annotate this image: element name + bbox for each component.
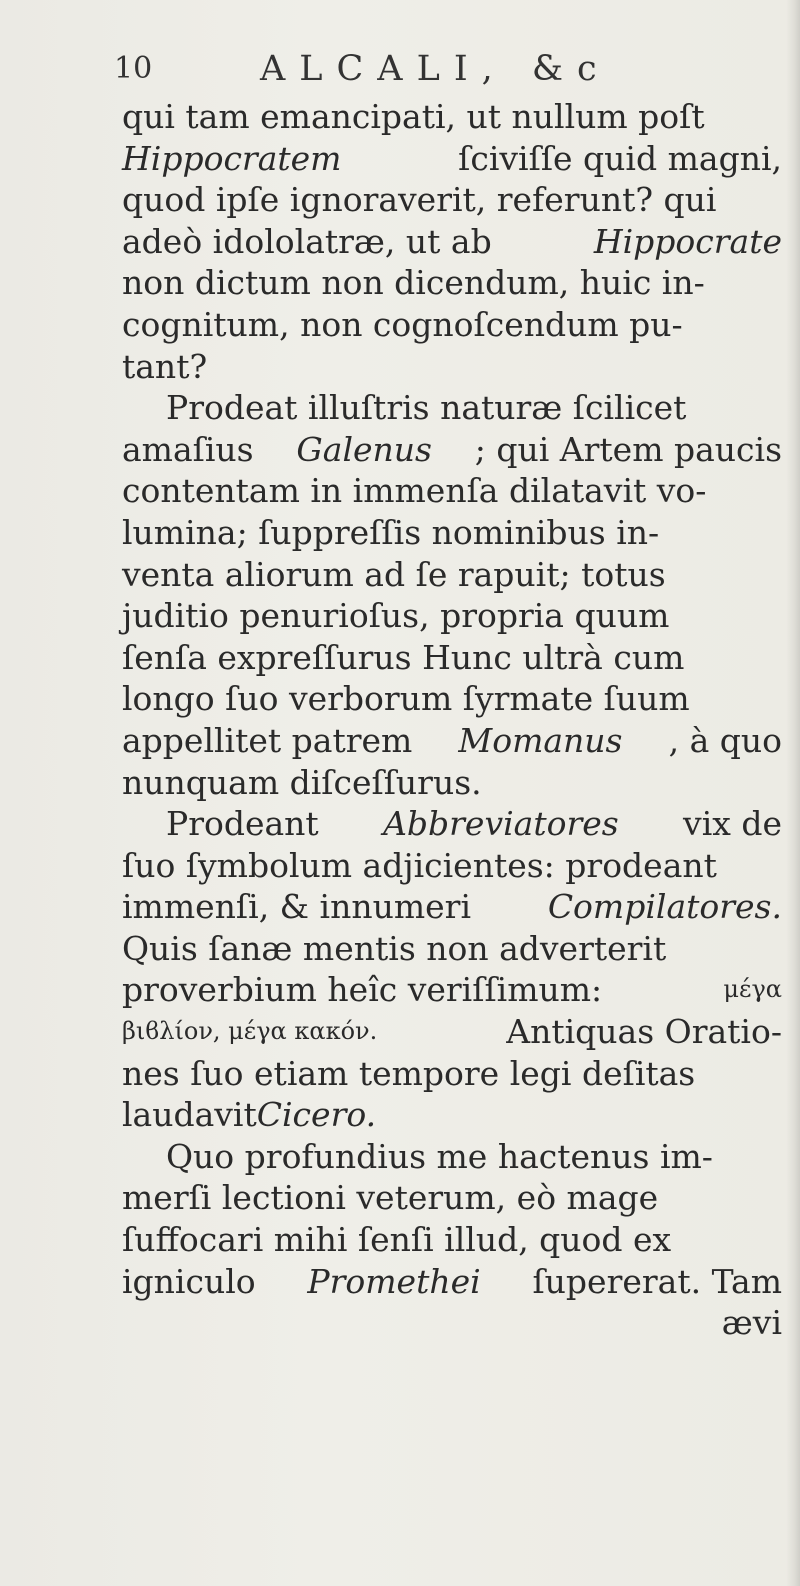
text-line xyxy=(122,470,782,512)
paragraph-start-line xyxy=(122,1136,782,1178)
text-segment: , à quo xyxy=(668,720,782,760)
text-segment: juditio penurioſus, propria quum xyxy=(122,596,670,636)
text-line xyxy=(122,1219,782,1261)
text-segment-italic: Hippocrate xyxy=(593,221,782,261)
page-header xyxy=(114,44,694,94)
text-segment: ſuffocari mihi ſenſi illud, quod ex xyxy=(122,1220,672,1260)
text-segment: tant? xyxy=(122,346,208,386)
text-line xyxy=(122,346,782,388)
greek-segment: βιϐλίον, μέγα κακόν. xyxy=(122,1017,378,1046)
text-line xyxy=(122,1053,782,1095)
text-segment: longo ſuo verborum ſyrmate ſuum xyxy=(122,679,690,719)
text-line xyxy=(122,1011,782,1053)
text-segment: qui tam emancipati, ut nullum poſt xyxy=(122,97,705,136)
text-segment: Quo profundius me hactenus im- xyxy=(166,1136,713,1176)
text-segment: merſi lectioni veterum, eò mage xyxy=(122,1178,659,1218)
text-line xyxy=(122,845,782,887)
text-segment-italic: Hippocratem xyxy=(122,138,342,178)
greek-segment: μέγα xyxy=(723,975,782,1004)
text-segment: vix de xyxy=(683,804,782,844)
text-segment: Prodeat illuſtris naturæ ſcilicet xyxy=(166,388,687,428)
text-segment: ſciviſſe quid magni, xyxy=(458,138,782,178)
running-title: ALCALI, &c xyxy=(260,49,611,89)
text-segment: ſupererat. Tam xyxy=(532,1261,782,1301)
text-segment: amaſius xyxy=(122,429,254,469)
page-number: 10 xyxy=(114,51,153,86)
text-segment: ſenſa expreſſurus Hunc ultrà cum xyxy=(122,637,685,677)
text-line xyxy=(122,179,782,221)
text-segment: adeò idololatræ, ut ab xyxy=(122,221,492,261)
text-line xyxy=(122,595,782,637)
text-segment: Quis ſanæ mentis non adverterit xyxy=(122,928,667,968)
text-segment: nes ſuo etiam tempore legi deſitas xyxy=(122,1053,696,1093)
text-line xyxy=(122,678,782,720)
text-line xyxy=(122,96,782,138)
text-segment: appellitet patrem xyxy=(122,720,413,760)
text-segment: proverbium heîc veriſſimum: xyxy=(122,970,603,1010)
text-line xyxy=(122,762,782,804)
text-segment: cognitum, non cognoſcendum pu- xyxy=(122,304,683,344)
text-segment: Prodeant xyxy=(166,804,319,844)
text-segment: ſuo ſymbolum adjicientes: prodeant xyxy=(122,845,717,885)
text-line xyxy=(122,720,782,762)
text-line xyxy=(122,429,782,471)
text-segment: igniculo xyxy=(122,1261,256,1301)
text-segment: laudavit xyxy=(122,1095,257,1135)
text-segment-italic: Momanus xyxy=(458,720,623,760)
text-line xyxy=(122,138,782,180)
text-line xyxy=(122,262,782,304)
catchword-line xyxy=(122,1302,782,1344)
body-text xyxy=(122,96,782,1344)
text-line xyxy=(122,969,782,1011)
text-segment: venta aliorum ad ſe rapuit; totus xyxy=(122,554,666,594)
text-line xyxy=(122,886,782,928)
text-segment: contentam in immenſa dilatavit vo- xyxy=(122,471,707,511)
text-segment: lumina; ſuppreſſis nominibus in- xyxy=(122,512,660,552)
text-line xyxy=(122,1177,782,1219)
text-segment-italic: Abbreviatores xyxy=(383,804,619,844)
text-segment-italic: Galenus xyxy=(296,429,432,469)
text-line xyxy=(122,1094,782,1136)
text-segment-italic: Promethei xyxy=(307,1261,481,1301)
paragraph-start-line xyxy=(122,803,782,845)
paragraph-start-line xyxy=(122,387,782,429)
text-line xyxy=(122,554,782,596)
text-segment: immenſi, & innumeri xyxy=(122,887,471,927)
text-line xyxy=(122,928,782,970)
text-segment: quod ipſe ignoraverit, referunt? qui xyxy=(122,180,717,220)
text-segment: ; qui Artem paucis xyxy=(474,429,782,469)
text-line xyxy=(122,1261,782,1303)
text-segment: nunquam diſceſſurus. xyxy=(122,762,482,802)
text-line xyxy=(122,512,782,554)
catchword: ævi xyxy=(721,1303,782,1343)
text-segment: Antiquas Oratio- xyxy=(506,1012,782,1052)
text-segment-italic: Cicero. xyxy=(256,1095,377,1135)
text-line xyxy=(122,221,782,263)
page-edge-shadow xyxy=(786,0,800,1586)
text-segment: non dictum non dicendum, huic in- xyxy=(122,263,705,303)
text-line xyxy=(122,304,782,346)
text-segment-italic: Compilatores. xyxy=(547,887,782,927)
text-line xyxy=(122,637,782,679)
